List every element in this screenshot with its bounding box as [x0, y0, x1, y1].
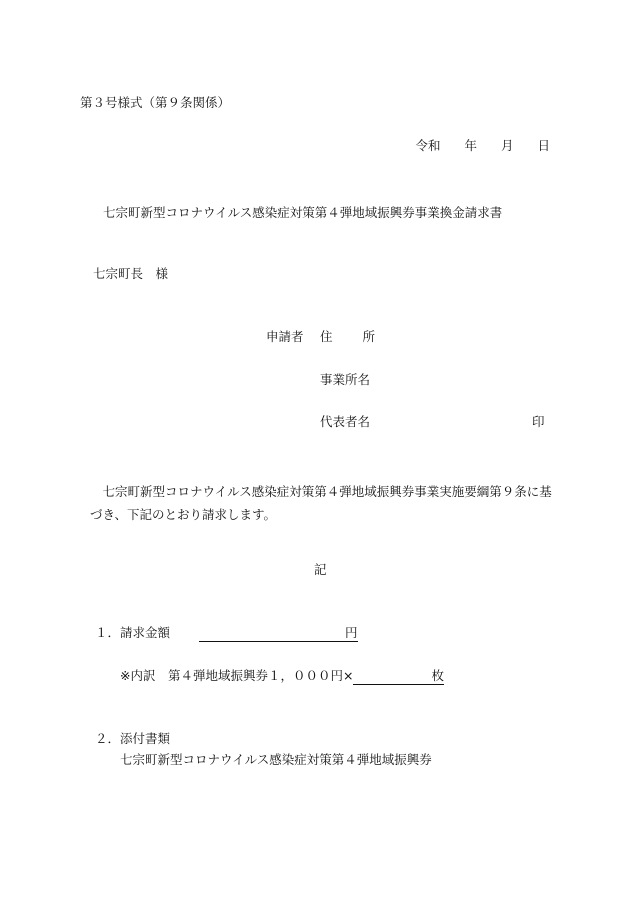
representative-label: 代表者名	[320, 414, 371, 429]
address-label-part2: 所	[362, 329, 376, 344]
request-body-text: 七宗町新型コロナウイルス感染症対策第４弾地域振興券事業実施要綱第９条に基づき、下記のとおり請求します。	[90, 484, 552, 522]
seal-mark: 印	[532, 414, 545, 429]
form-number: 第３号様式（第９条関係）	[80, 95, 231, 110]
ki-heading: 記	[314, 562, 327, 577]
count-unit: 枚	[431, 668, 444, 683]
addressee: 七宗町長 様	[93, 266, 169, 281]
breakdown-line	[120, 670, 444, 685]
applicant-label: 申請者	[266, 329, 304, 344]
date-line	[415, 140, 550, 153]
date-era: 令和	[415, 138, 441, 153]
attachments-value: 七宗町新型コロナウイルス感染症対策第４弾地域振興券	[120, 752, 432, 767]
amount-unit: 円	[345, 625, 358, 640]
date-year: 年	[464, 138, 477, 153]
attachments-label: ２．添付書類	[95, 731, 171, 746]
document-title: 七宗町新型コロナウイルス感染症対策第４弾地域振興券事業換金請求書	[103, 205, 503, 220]
address-label-part1: 住	[320, 329, 333, 344]
item-request-amount	[95, 627, 358, 642]
count-blank-line	[353, 671, 431, 685]
address-label	[320, 331, 375, 344]
date-day: 日	[537, 138, 550, 153]
amount-blank-line	[199, 628, 345, 642]
request-amount-label: １．請求金額	[95, 625, 171, 640]
date-month: 月	[500, 138, 514, 153]
office-name-label: 事業所名	[320, 372, 371, 387]
breakdown-text: ※内訳 第４弾地域振興券１，０００円×	[120, 668, 354, 683]
